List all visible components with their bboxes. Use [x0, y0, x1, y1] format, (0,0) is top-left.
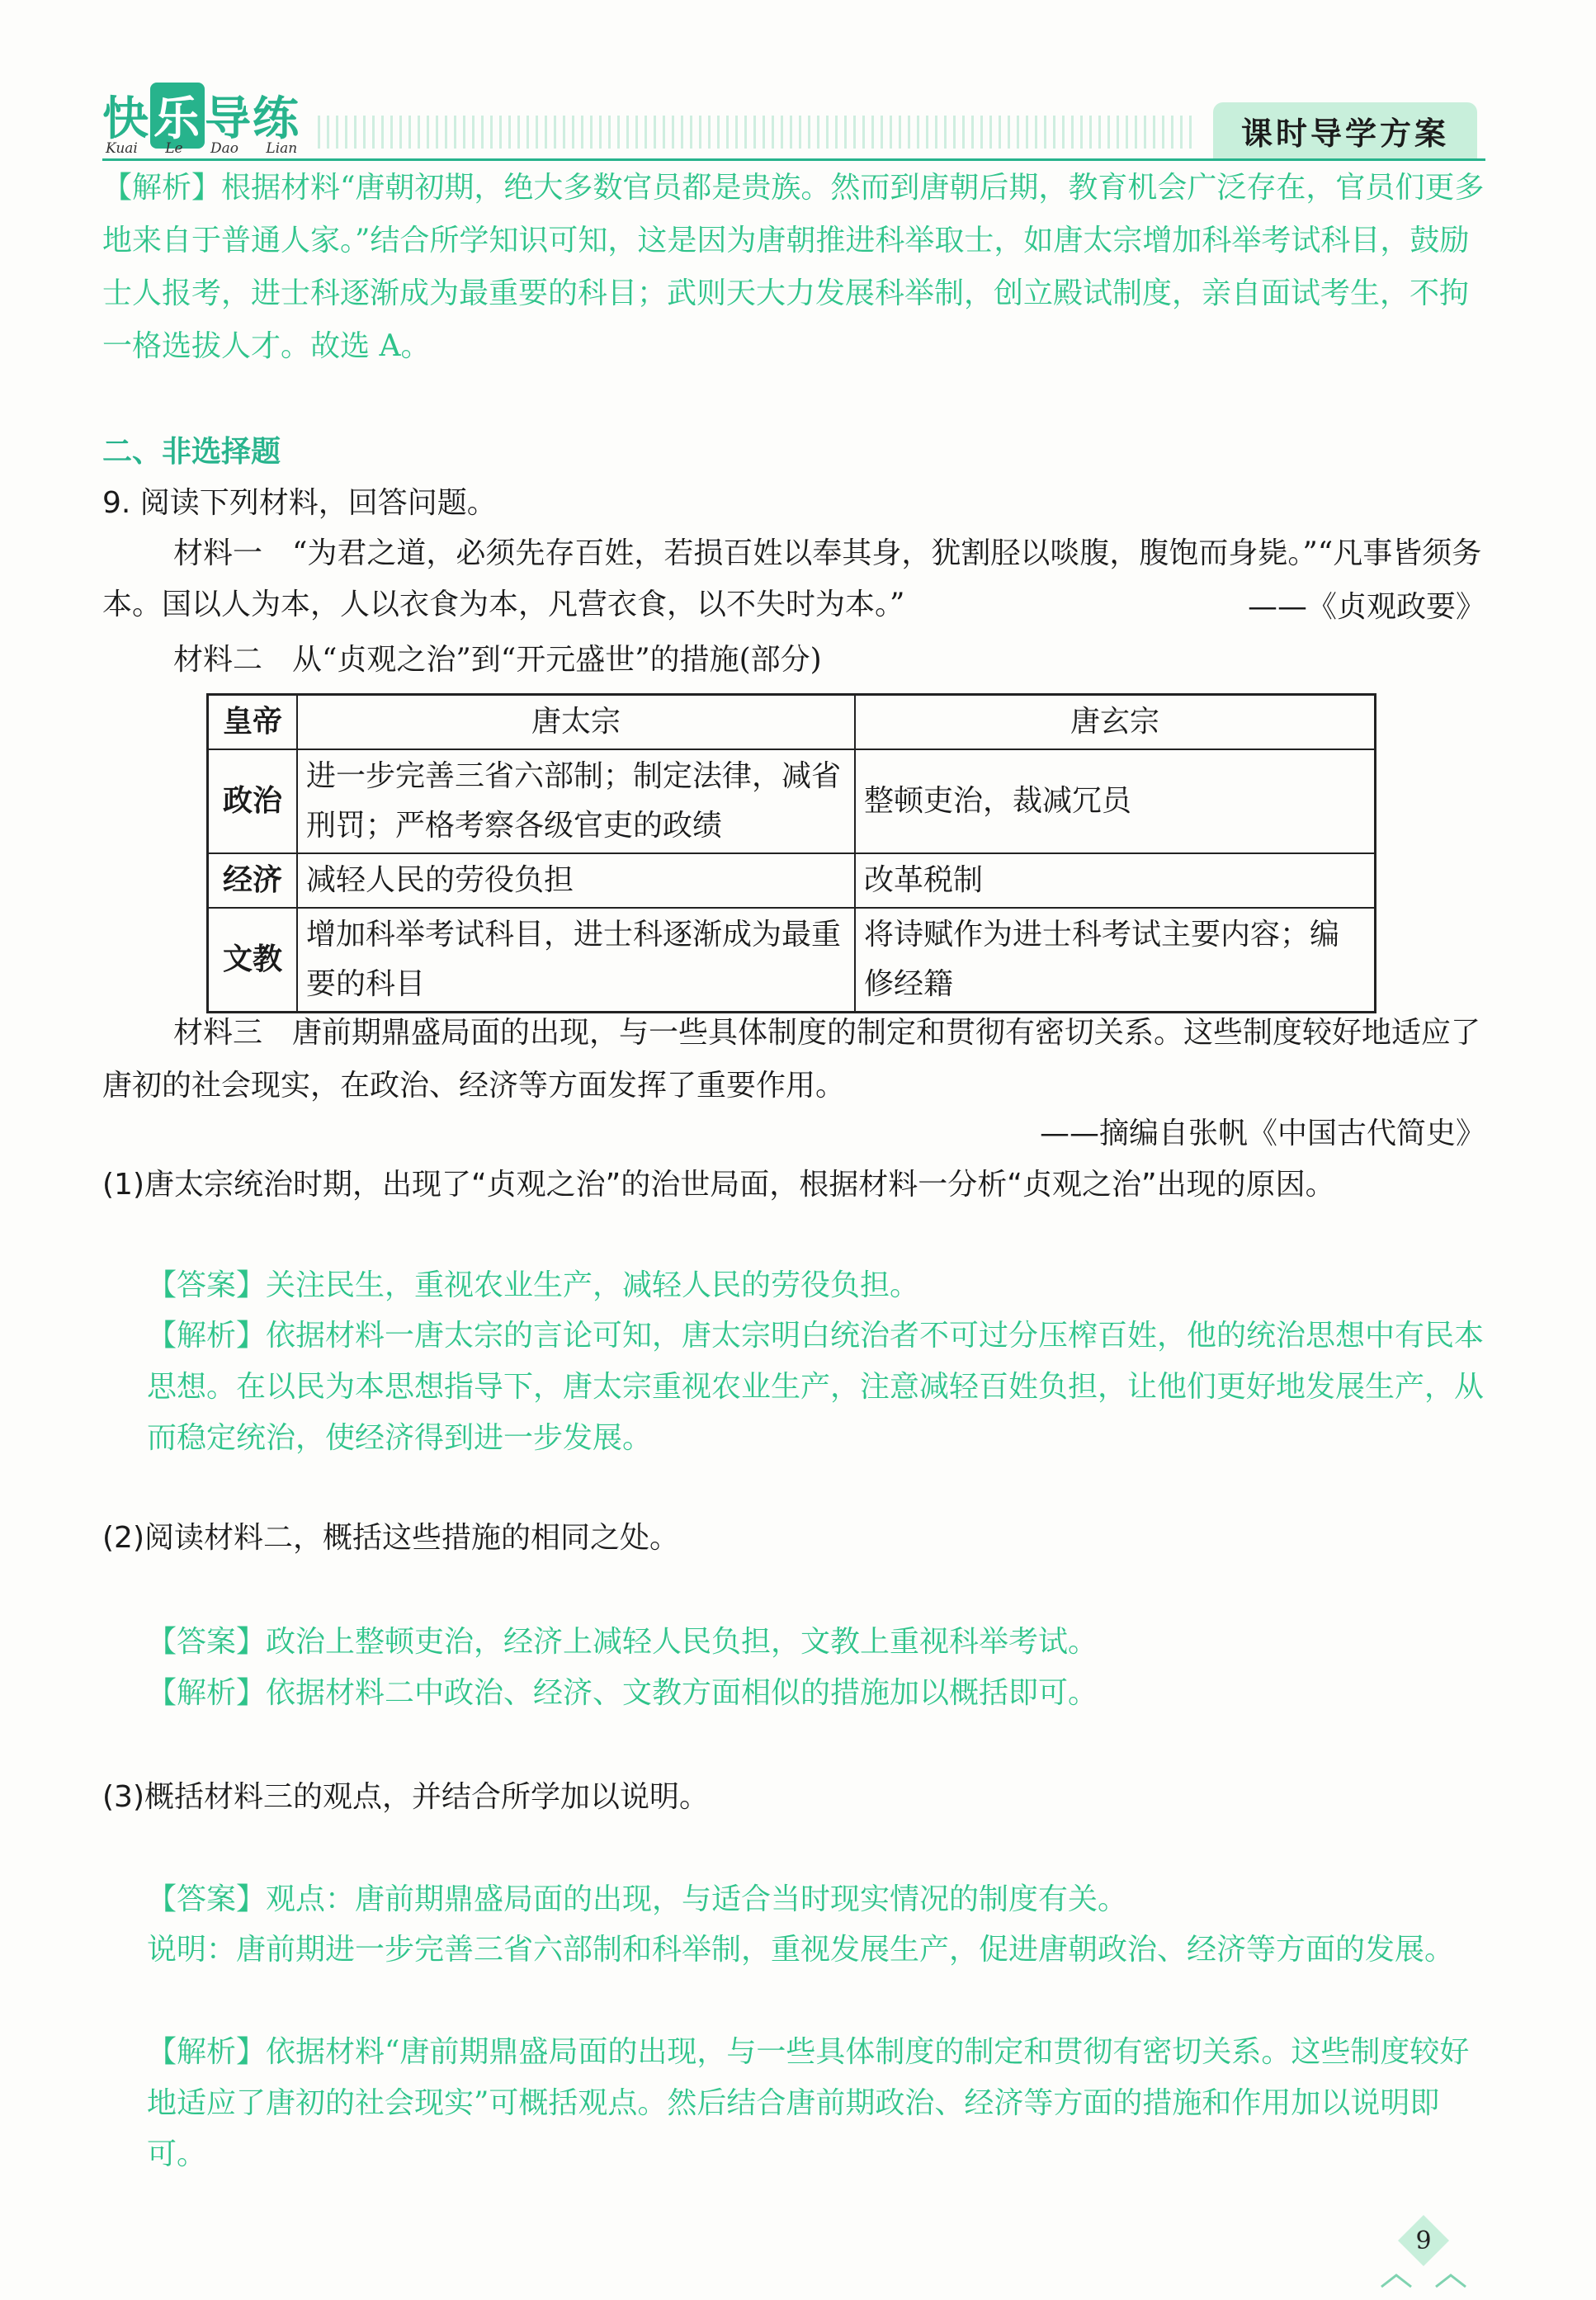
- q2-analysis: 【解析】依据材料二中政治、经济、文教方面相似的措施加以概括即可。: [147, 1676, 1098, 1710]
- table-cell: 整顿吏治，裁减冗员: [855, 749, 1376, 853]
- section-tag: 课时导学方案: [1213, 102, 1477, 158]
- table-cell: 减轻人民的劳役负担: [297, 853, 855, 908]
- table-row: [208, 853, 1376, 908]
- q1-text: (1)唐太宗统治时期，出现了“贞观之治”的治世局面，根据材料一分析“贞观之治”出现的原因。: [102, 1168, 1335, 1202]
- logo-char-le: 乐: [150, 83, 205, 149]
- q2-answer: 【答案】政治上整顿吏治，经济上减轻人民负担，文教上重视科举考试。: [147, 1625, 1098, 1659]
- table-row: [208, 908, 1376, 1013]
- chevron-up-icon: [1378, 2265, 1469, 2293]
- material-3: 材料三 唐前期鼎盛局面的出现，与一些具体制度的制定和贯彻有密切关系。这些制度较好地适应了唐初的社会现实，在政治、经济等方面发挥了重要作用。: [102, 1016, 1481, 1103]
- table-cell: 改革税制: [855, 853, 1376, 908]
- header-rule: [102, 158, 1485, 161]
- table-row: [208, 749, 1376, 853]
- measures-table: [206, 693, 1376, 1013]
- q3-analysis: 【解析】依据材料“唐前期鼎盛局面的出现，与一些具体制度的制定和贯彻有密切关系。这些制度较好地适应了唐初的社会现实”可概括观点。然后结合唐前期政治、经济等方面的措施和作用加以说明即可。: [147, 2035, 1470, 2171]
- table-cell: 进一步完善三省六部制；制定法律，减省刑罚；严格考察各级官吏的政绩: [297, 749, 855, 853]
- q1-analysis: 【解析】依据材料一唐太宗的言论可知，唐太宗明白统治者不可过分压榨百姓，他的统治思想中有民本思想。在以民为本思想指导下，唐太宗重视农业生产，注意减轻百姓负担，让他们更好地发展生产，从而稳定统治，使经济得到进一步发展。: [147, 1319, 1485, 1455]
- logo-pinyin: Kuai Le Dao Lian: [106, 140, 298, 157]
- q3-answer: 【答案】观点：唐前期鼎盛局面的出现，与适合当时现实情况的制度有关。: [147, 1882, 1128, 1916]
- table-row-label: 文教: [208, 908, 298, 1013]
- table-header-cell: 唐玄宗: [855, 695, 1376, 750]
- q3-explain: 说明：唐前期进一步完善三省六部制和科举制，重视发展生产，促进唐朝政治、经济等方面的发展。: [147, 1933, 1455, 1967]
- logo-text: [102, 83, 300, 149]
- table-header-cell: 皇帝: [208, 695, 298, 750]
- top-analysis: 【解析】根据材料“唐朝初期，绝大多数官员都是贵族。然而到唐朝后期，教育机会广泛存在，官员们更多地来自于普通人家。”结合所学知识可知，这是因为唐朝推进科举取士，如唐太宗增加科举考试科目，鼓励士人报考，进士科逐渐成为最重要的科目；武则天大力发展科举制，创立殿试制度，亲自面试考生，不拘一格选拔人才。故选 A。: [102, 171, 1485, 363]
- table-cell: 增加科举考试科目，进士科逐渐成为最重要的科目: [297, 908, 855, 1013]
- q2-text: (2)阅读材料二，概括这些措施的相同之处。: [102, 1521, 679, 1555]
- page-number-badge: [1395, 2212, 1452, 2269]
- material-2-title: 材料二 从“贞观之治”到“开元盛世”的措施(部分): [173, 643, 822, 677]
- material-3-source: ——摘编自张帆《中国古代简史》: [1039, 1117, 1485, 1150]
- logo-char-kuai: 快: [102, 92, 150, 146]
- material-1-source: ——《贞观政要》: [1247, 590, 1485, 624]
- section-title: 二、非选择题: [102, 435, 281, 469]
- material-1: 材料一 “为君之道，必须先存百姓，若损百姓以奉其身，犹割胫以啖腹，腹饱而身毙。”“凡事皆须务本。国以人为本，人以衣食为本，凡营衣食，以不失时为本。”: [102, 536, 1482, 621]
- logo-char-daolian: 导练: [205, 92, 300, 146]
- table-row-label: 经济: [208, 853, 298, 908]
- table-header-row: [208, 695, 1376, 750]
- table-cell: 将诗赋作为进士科考试主要内容；编修经籍: [855, 908, 1376, 1013]
- q1-answer: 【答案】关注民生，重视农业生产，减轻人民的劳役负担。: [147, 1268, 920, 1302]
- question-stem: 9. 阅读下列材料，回答问题。: [102, 486, 497, 520]
- table-row-label: 政治: [208, 749, 298, 853]
- q3-text: (3)概括材料三的观点，并结合所学加以说明。: [102, 1780, 709, 1814]
- table-header-cell: 唐太宗: [297, 695, 855, 750]
- page-number: 9: [1415, 2226, 1432, 2255]
- header-stripes: [318, 116, 1197, 149]
- logo: [102, 83, 300, 158]
